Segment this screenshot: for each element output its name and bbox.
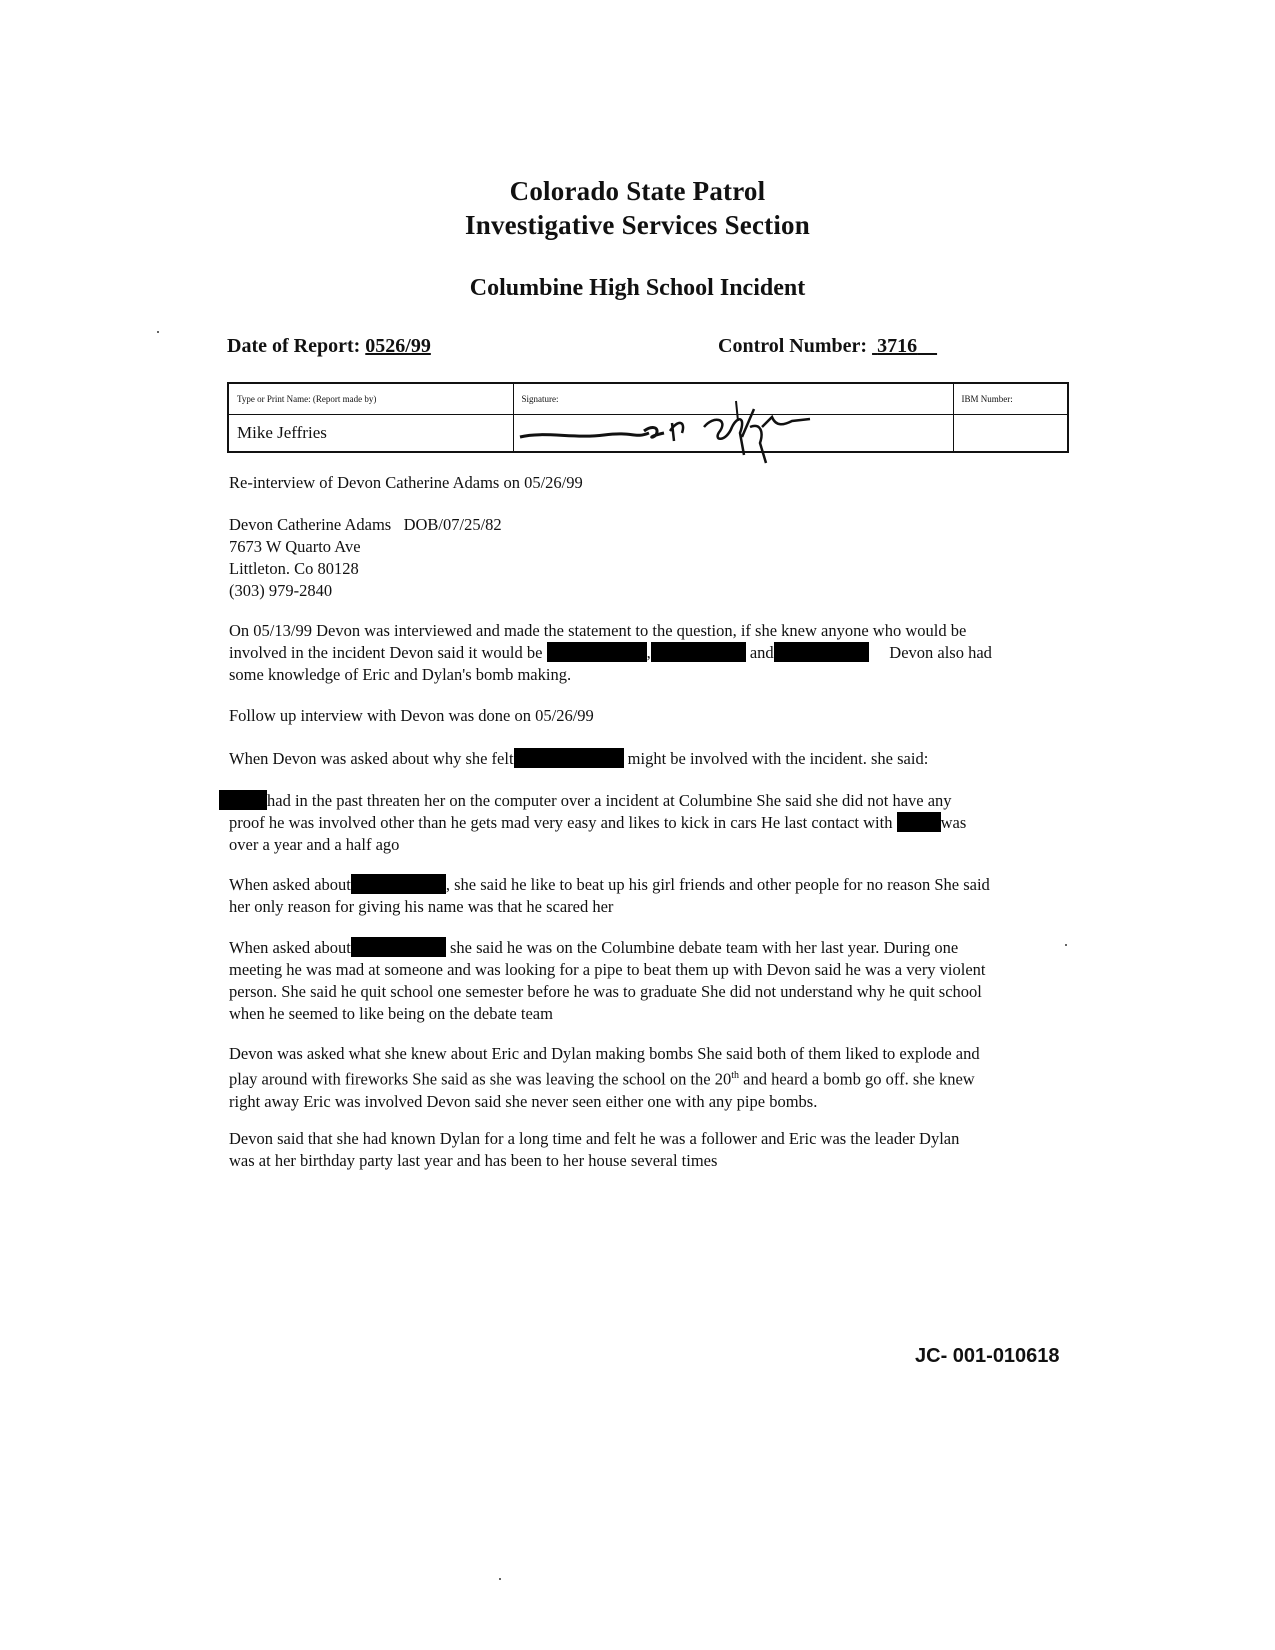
paragraph-violence: When asked about , she said he like to beat up his girl friends and other people for no reason She said her only reason for giving his name was that he scared her (229, 875, 990, 916)
control-value: 3716 (877, 335, 918, 357)
signature-cell (513, 415, 953, 453)
subject-dob: DOB/07/25/82 (403, 515, 502, 534)
ibm-value (953, 415, 1068, 453)
ibm-header: IBM Number: (953, 383, 1068, 415)
redaction-box (351, 874, 446, 894)
control-number (718, 335, 937, 358)
redaction-box (774, 642, 869, 662)
control-label: Control Number: (718, 335, 868, 357)
agency-title: Colorado State Patrol (509, 176, 766, 206)
date-value: 0526/99 (365, 335, 431, 357)
section-title: Investigative Services Section (465, 210, 810, 240)
interview-intro: Re-interview of Devon Catherine Adams on 05/26/99 (229, 473, 583, 492)
redaction-box (514, 748, 624, 768)
date-of-report (227, 335, 431, 358)
paragraph-question: When Devon was asked about why she felt might be involved with the incident. she said: (229, 749, 929, 768)
subject-name: Devon Catherine Adams (229, 515, 392, 534)
scan-speck (1065, 944, 1067, 946)
paragraph-computer-threat: had in the past threaten her on the computer over a incident at Columbine She said she did not have any proof he was involved other than he gets mad very easy and likes to kick in cars He last contact with was over a year and a half ago (219, 790, 1069, 856)
incident-title: Columbine High School Incident (469, 275, 806, 301)
redaction-box (219, 790, 267, 810)
report-made-by-table (227, 382, 1069, 453)
subject-address1: 7673 W Quarto Ave (229, 537, 361, 556)
name-value: Mike Jeffries (228, 415, 513, 453)
paragraph-debate-team: When asked about she said he was on the Columbine debate team with her last year. During one meeting he was mad at someone and was looking for a pipe to beat them up with Devon said he was a very violent person. She said he quit school one semester before he was to graduate She did not understand why he quit school when he seemed to like being on the debate team (229, 938, 986, 1023)
scan-speck (499, 1578, 501, 1580)
paragraph-initial-statement: On 05/13/99 Devon was interviewed and made the statement to the question, if she knew anyone who would be involved in the incident Devon said it would be , and Devon also had some knowledge of Eric and Dylan's bomb making. (229, 621, 992, 684)
redaction-box (351, 937, 446, 957)
subject-address2: Littleton. Co 80128 (229, 559, 359, 578)
redaction-box (897, 812, 941, 832)
redaction-box (547, 642, 647, 662)
signature-scribble (514, 397, 854, 467)
subject-name-line (229, 514, 1079, 536)
date-label: Date of Report: (227, 335, 361, 357)
name-header: Type or Print Name: (Report made by) (228, 383, 513, 415)
paragraph-dylan: Devon said that she had known Dylan for a long time and felt he was a follower and Eric was the leader Dylan was at her birthday party last year and has been to her house several times (229, 1129, 960, 1170)
document-number: JC- 001-010618 (915, 1345, 1060, 1367)
scan-speck (157, 331, 159, 333)
subject-phone: (303) 979-2840 (229, 581, 333, 600)
redaction-box (651, 642, 746, 662)
paragraph-bombs: Devon was asked what she knew about Eric and Dylan making bombs She said both of them liked to explode and play around with fireworks She said as she was leaving the school on the 20th and heard a bomb go off. she knew right away Eric was involved Devon said she never seen either one with any pipe bombs. (229, 1044, 980, 1111)
subject-block (229, 514, 1079, 602)
signature-header: Signature: (513, 383, 953, 415)
paragraph-follow-up: Follow up interview with Devon was done on 05/26/99 (229, 706, 594, 725)
